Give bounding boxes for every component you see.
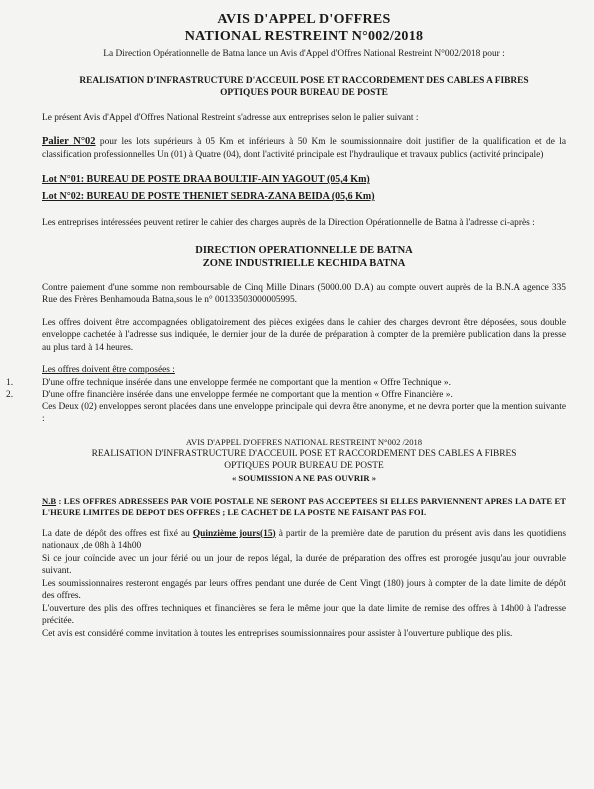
offers-list (6, 377, 566, 425)
deposit-date-rest: à partir de la première date de parution du présent avis dans les quotidiens nationaux ,de 08h à 14h00 (42, 528, 566, 551)
deposit-date-lead: La date de dépôt des offres est fixé au (42, 528, 193, 539)
list-item (6, 389, 566, 401)
deposit-date-days: Quinzième jours(15) (192, 528, 276, 539)
intro-text: La Direction Opérationnelle de Batna lance un Avis d'Appel d'Offres National Restreint N°002/2018 pour : (103, 49, 505, 59)
withdraw-text: Les entreprises intéressées peuvent retirer le cahier des charges auprès de la Direction Opérationnelle de Batna à l'adresse ci-après : (42, 218, 535, 228)
nb-text: : LES OFFRES ADRESSEES PAR VOIE POSTALE NE SERONT PAS ACCEPTEES SI ELLES PARVIENNENT APRES LA DATE ET L'HEURE LIMITES DE DEPOT DES OFFRES ; LE CACHET DE LA POSTE NE FAISANT PAS FOI. (42, 495, 566, 517)
opening-text: L'ouverture des plis des offres techniques et financières se fera le même jour que la date limite de remise des offres à 14h00 à l'adresse précitée. (42, 603, 566, 626)
palier-text: pour les lots supérieurs à 05 Km et inférieurs à 50 Km le soumissionnaire doit justifier de la qualification et de la classification professionnelles Un (01) à Quatre (04), dont l'activité principale est l'hydraulique et travaux publics (activité principale) (42, 137, 566, 160)
invitation-text: Cet avis est considéré comme invitation à toutes les entreprises soumissionnaires pour assister à l'ouverture publique des plis. (42, 628, 513, 639)
direction-name: DIRECTION OPERATIONNELLE DE BATNA (195, 244, 413, 256)
project-title: REALISATION D'INFRASTRUCTURE D'ACCEUIL POSE ET RACCORDEMENT DES CABLES A FIBRES OPTIQUES POUR BUREAU DE POSTE (79, 75, 529, 98)
list-item-text: D'une offre technique insérée dans une enveloppe fermée ne comportant que la mention « Offre Technique ». (42, 377, 451, 388)
list-item-text: D'une offre financière insérée dans une enveloppe fermée ne comportant que la mention « Offre Financière ». (42, 389, 453, 400)
envelope-warning: « SOUMISSION A NE PAS OUVRIR » (231, 472, 377, 483)
payment-text: Contre paiement d'une somme non remboursable de Cinq Mille Dinars (5000.00 D.A) au compte ouvert auprès de la B.N.A agence 335 Rue des Frères Benhamouda Batna,sous le n° 00133503000005995. (42, 282, 566, 305)
notice-subtitle: NATIONAL RESTREINT N°002/2018 (184, 29, 424, 44)
scope-text: Le présent Avis d'Appel d'Offres National Restreint s'adresse aux entreprises selon le palier suivant : (42, 112, 419, 123)
list-item-number: 2. (6, 389, 14, 400)
palier-paragraph (42, 136, 566, 161)
lot-1: Lot N°01: BUREAU DE POSTE DRAA BOULTIF-AIN YAGOUT (05,4 Km) (42, 174, 370, 185)
list-item (42, 401, 566, 425)
composed-heading: Les offres doivent être composées : (42, 365, 175, 375)
list-item-number: 1. (6, 377, 14, 388)
offers-text: Les offres doivent être accompagnées obligatoirement des pièces exigées dans le cahier des charges devront être déposées, sous double enveloppe cachetée à l'adresse sus indiquée, le dernier jour de la durée de préparation à compter de la première publication dans la presse au plus tard à 14 heures. (42, 317, 566, 353)
envelope-project: REALISATION D'INFRASTRUCTURE D'ACCEUIL POSE ET RACCORDEMENT DES CABLES A FIBRES OPTIQUES POUR BUREAU DE POSTE (91, 448, 517, 471)
envelope-title: AVIS D'APPEL D'OFFRES NATIONAL RESTREINT N°002 /2018 (185, 436, 423, 447)
notice-title: AVIS D'APPEL D'OFFRES (217, 12, 391, 27)
deposit-date-text (42, 528, 566, 553)
validity-text: Les soumissionnaires resteront engagés par leurs offres pendant une durée de Cent Vingt (180) jours à compter de la date limite de dépôt des offres. (42, 578, 566, 601)
list-item (6, 377, 566, 389)
palier-label: Palier N°02 (42, 136, 96, 147)
holiday-text: Si ce jour coïncide avec un jour férié ou un jour de repos légal, la durée de préparation des offres est prorogée jusqu'au jour ouvrable suivant. (42, 553, 566, 576)
list-item-text: Ces Deux (02) enveloppes seront placées dans une enveloppe principale qui devra être anonyme, et ne devra porter que la mention suivante : (42, 401, 566, 424)
direction-address: ZONE INDUSTRIELLE KECHIDA BATNA (202, 257, 406, 269)
nb-label: N.B (42, 495, 57, 506)
lot-2: Lot N°02: BUREAU DE POSTE THENIET SEDRA-ZANA BEIDA (05,6 Km) (42, 191, 375, 202)
nb-paragraph (42, 496, 566, 518)
